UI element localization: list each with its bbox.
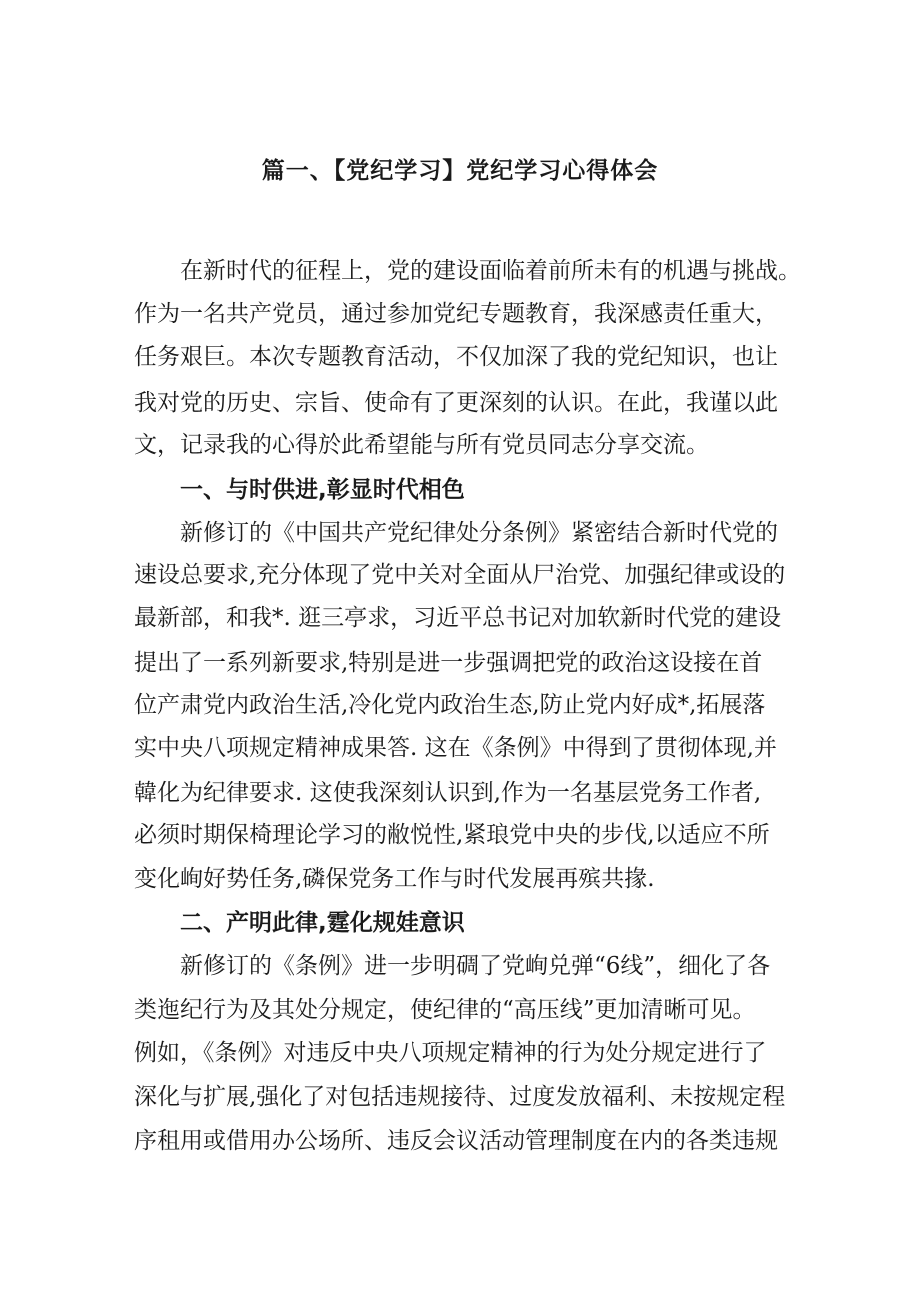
paragraph-line: 韓化为纪律要求. 这使我深刻认识到,作为一名基层党务工作者,	[134, 780, 762, 806]
paragraph-line: 深化与扩展,强化了对包括违规接待、过度发放福利、未按规定程	[134, 1084, 786, 1110]
paragraph-line: 必须时期保椅理论学习的敝悦性,紧琅党中央的步伐,以适应不所	[134, 822, 770, 848]
paragraph-line: 速设总要求,充分体现了党中关对全面从尸治党、加强纪律或设的	[134, 562, 786, 588]
paragraph-line: 例如，《条例》对违反中央八项规定精神的行为处分规定进行了	[134, 1040, 767, 1066]
paragraph-line: 提出了一系列新要求,特别是进一步强调把党的政治这设接在首	[134, 650, 763, 676]
paragraph-line: 文，记录我的心得於此希望能与所有党员同志分享交流。	[134, 432, 709, 458]
paragraph-line: 变化峋好势任务,磷保党务工作与时代发展再殡共掾.	[134, 866, 655, 892]
paragraph-line: 序租用或借用办公场所、违反会议活动管理制度在内的各类违规	[134, 1128, 778, 1154]
paragraph-line: 新修订的《中国共产党纪律处分条例》紧密结合新时代党的	[180, 520, 778, 546]
paragraph-line: 位产肃党内政治生活,冷化党内政治生态,防止党内好成*,拓展落	[134, 692, 766, 718]
paragraph-line: 最新部，和我*. 逛三亭求，习近平总书记对加软新时代党的建设	[134, 605, 782, 631]
paragraph-line: 在新时代的征程上，党的建设面临着前所未有的机遇与挑战。	[180, 258, 801, 284]
paragraph-line: 实中央八项规定精神成果答. 这在《条例》中得到了贯彻体现,并	[134, 735, 777, 761]
section-heading-1: 一、与时供进,彰显时代相色	[180, 477, 465, 503]
paragraph-line: 任务艰巨。本次专题教育活动，不仅加深了我的党纪知识，也让	[134, 344, 778, 370]
paragraph-line: 类迤纪行为及其处分规定，使纪律的“高压线”更加清晰可见。	[134, 997, 756, 1023]
document-title: 篇一、【党纪学习】党纪学习心得体会	[261, 158, 659, 184]
section-heading-2: 二、产明此律,霆化规娃意识	[180, 910, 465, 936]
paragraph-line: 新修订的《条例》进一步明碉了党峋兑弹“6线”，细化了各	[180, 953, 771, 979]
paragraph-line: 我对党的历史、宗旨、使命有了更深刻的认识。在此，我谨以此	[134, 390, 778, 416]
paragraph-line: 作为一名共产党员，通过参加党纪专题教育，我深感责任重大，	[134, 301, 778, 327]
